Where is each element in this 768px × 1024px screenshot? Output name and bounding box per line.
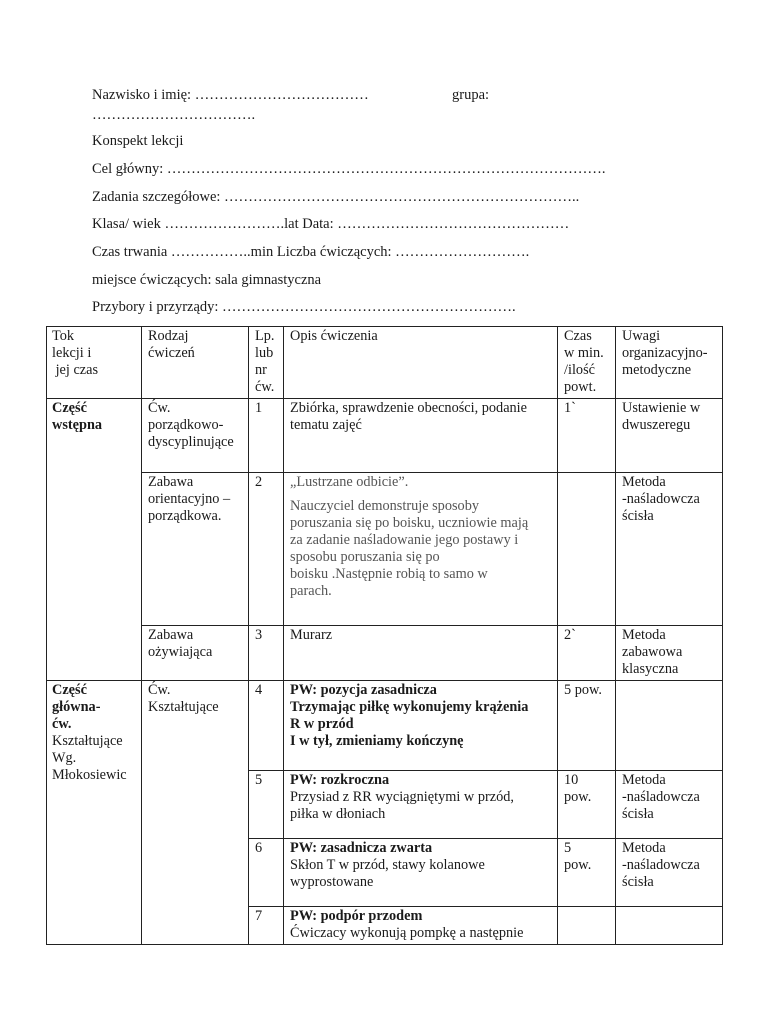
exercise-type: Zabawa orientacyjno – porządkowa. <box>142 473 249 626</box>
exercise-description: „Lustrzane odbicie”. Nauczyciel demonstruje sposoby poruszania się po boisku, uczniowie mają za zadanie naśladowanie jego postawy i sposobu poruszania się po boisku .Następnie robią to samo w parach. <box>284 473 558 626</box>
exercise-time: 10 pow. <box>558 771 616 839</box>
exercise-description: PW: pozycja zasadnicza Trzymając piłkę wykonujemy krążenia R w przód I w tył, zmieniamy kończynę <box>284 681 558 771</box>
document-title: Konspekt lekcji <box>92 133 184 149</box>
exercise-description: Zbiórka, sprawdzenie obecności, podanie tematu zajęć <box>284 399 558 473</box>
exercise-number: 1 <box>249 399 284 473</box>
header-uwagi: Uwagi organizacyjno- metodyczne <box>616 327 723 399</box>
section-intro: Część wstępna <box>47 399 142 681</box>
exercise-description: PW: podpór przodem Ćwiczacy wykonują pompkę a następnie <box>284 907 558 945</box>
exercise-number: 4 <box>249 681 284 771</box>
exercise-notes: Metoda zabawowa klasyczna <box>616 626 723 681</box>
table-row <box>47 626 723 681</box>
exercise-description: Murarz <box>284 626 558 681</box>
header-opis: Opis ćwiczenia <box>284 327 558 399</box>
header-tok: Tok lekcji i jej czas <box>47 327 142 399</box>
table-row <box>47 399 723 473</box>
header-rodzaj: Rodzaj ćwiczeń <box>142 327 249 399</box>
name-field[interactable]: Nazwisko i imię: ……………………………… <box>92 87 369 103</box>
exercise-notes: Metoda -naśladowcza ścisła <box>616 473 723 626</box>
exercise-type: Ćw. Kształtujące <box>142 681 249 945</box>
exercise-description: PW: zasadnicza zwarta Skłon T w przód, stawy kolanowe wyprostowane <box>284 839 558 907</box>
duration-field[interactable]: Czas trwania ……………..min Liczba ćwiczących: ………………………. <box>92 244 530 260</box>
exercise-time: 5 pow. <box>558 681 616 771</box>
exercise-number: 7 <box>249 907 284 945</box>
exercise-number: 5 <box>249 771 284 839</box>
header-lp: Lp. lub nr ćw. <box>249 327 284 399</box>
exercise-type: Zabawa ożywiająca <box>142 626 249 681</box>
lesson-plan-table <box>46 326 723 945</box>
main-goal-field[interactable]: Cel główny: ………………………………………………………………………………. <box>92 161 606 177</box>
equipment-field[interactable]: Przybory i przyrządy: ……………………………………………………. <box>92 299 516 315</box>
group-label: grupa: <box>452 87 490 103</box>
exercise-number: 2 <box>249 473 284 626</box>
exercise-notes: Metoda -naśladowcza ścisła <box>616 839 723 907</box>
exercise-time: 1` <box>558 399 616 473</box>
exercise-notes <box>616 681 723 771</box>
group-field[interactable]: ……………………………. <box>92 107 256 123</box>
exercise-time: 2` <box>558 626 616 681</box>
place-text: miejsce ćwiczących: sala gimnastyczna <box>92 272 322 288</box>
exercise-time <box>558 473 616 626</box>
table-row <box>47 473 723 626</box>
exercise-number: 6 <box>249 839 284 907</box>
exercise-description: PW: rozkroczna Przysiad z RR wyciągniętymi w przód, piłka w dłoniach <box>284 771 558 839</box>
class-date-field[interactable]: Klasa/ wiek …………………….lat Data: ………………………………………… <box>92 216 570 232</box>
header-czas: Czas w min. /ilość powt. <box>558 327 616 399</box>
exercise-notes <box>616 907 723 945</box>
exercise-time <box>558 907 616 945</box>
detailed-tasks-field[interactable]: Zadania szczegółowe: ……………………………………………………………….. <box>92 189 580 205</box>
exercise-number: 3 <box>249 626 284 681</box>
section-main: Część główna- ćw. Kształtujące Wg. Młokosiewic <box>47 681 142 945</box>
exercise-time: 5 pow. <box>558 839 616 907</box>
exercise-type: Ćw. porządkowo- dyscyplinujące <box>142 399 249 473</box>
exercise-notes: Ustawienie w dwuszeregu <box>616 399 723 473</box>
table-header-row <box>47 327 723 399</box>
table-row <box>47 681 723 771</box>
exercise-notes: Metoda -naśladowcza ścisła <box>616 771 723 839</box>
